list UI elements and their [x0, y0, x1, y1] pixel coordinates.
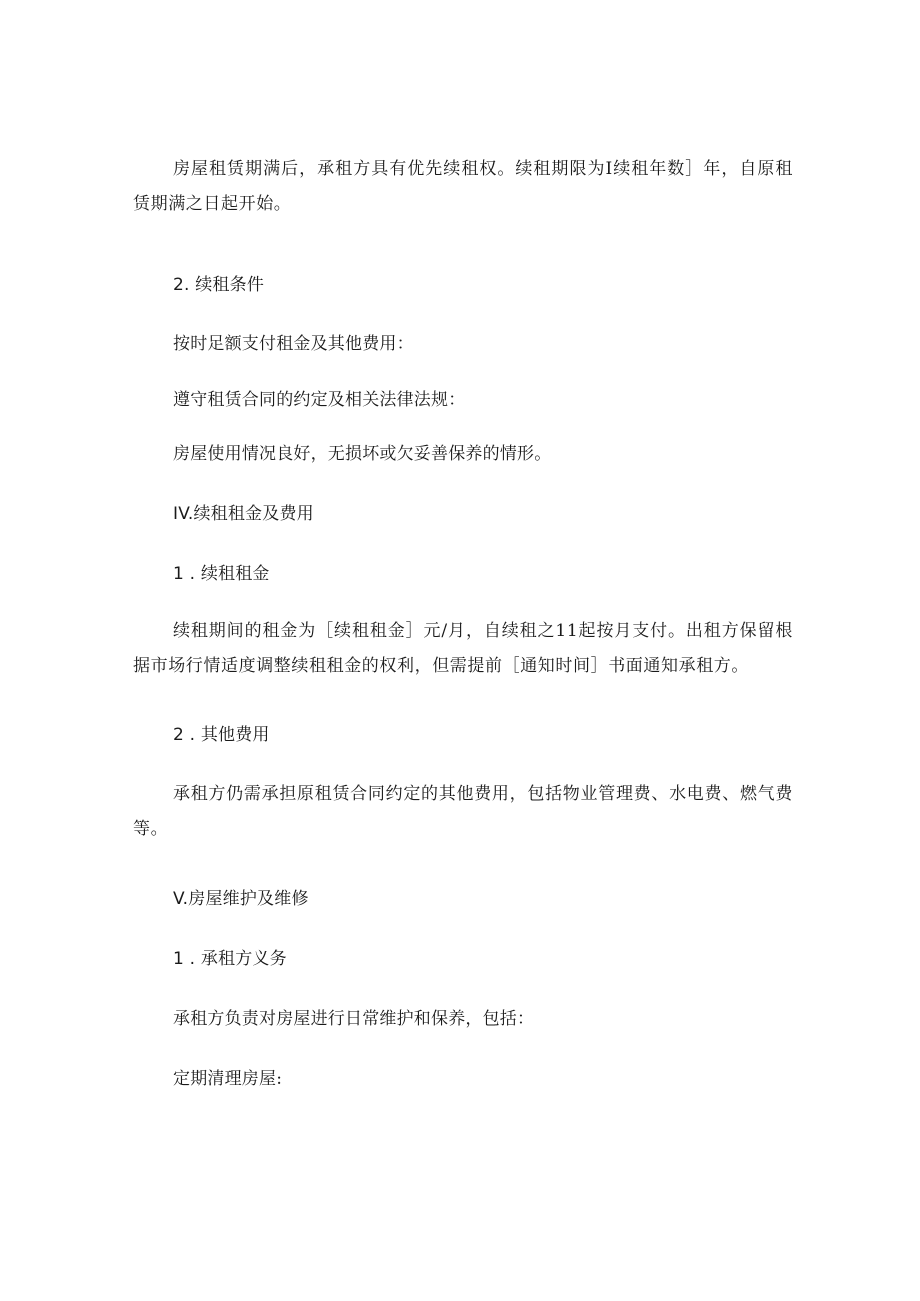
- renewal-intro-paragraph: 房屋租赁期满后，承租方具有优先续租权。续租期限为I续租年数］年，自原租赁期满之日起开始。: [133, 159, 793, 214]
- section-iv-heading: IV.续租租金及费用: [173, 504, 314, 524]
- rent-heading: 1 . 续租租金: [173, 564, 270, 584]
- tenant-duty-paragraph: 承租方负责对房屋进行日常维护和保养，包括：: [173, 1009, 535, 1029]
- other-fees-heading: 2 . 其他费用: [173, 725, 270, 745]
- other-fees-paragraph: 承租方仍需承担原租赁合同约定的其他费用，包括物业管理费、水电费、燃气费等。: [133, 784, 793, 839]
- renewal-conditions-heading: 2. 续租条件: [173, 275, 265, 295]
- tenant-duty-heading: 1 . 承租方义务: [173, 949, 287, 969]
- condition-item-2: 遵守租赁合同的约定及相关法律法规：: [173, 390, 466, 410]
- section-v-heading: V.房屋维护及维修: [173, 889, 309, 909]
- condition-item-1: 按时足额支付租金及其他费用：: [173, 334, 414, 354]
- duty-item-1: 定期清理房屋:: [173, 1069, 283, 1089]
- condition-item-3: 房屋使用情况良好，无损坏或欠妥善保养的情形。: [173, 444, 552, 464]
- rent-paragraph: 续租期间的租金为［续租租金］元/月，自续租之11起按月支付。出租方保留根据市场行情适度调整续租租金的权利，但需提前［通知时间］书面通知承租方。: [133, 621, 793, 676]
